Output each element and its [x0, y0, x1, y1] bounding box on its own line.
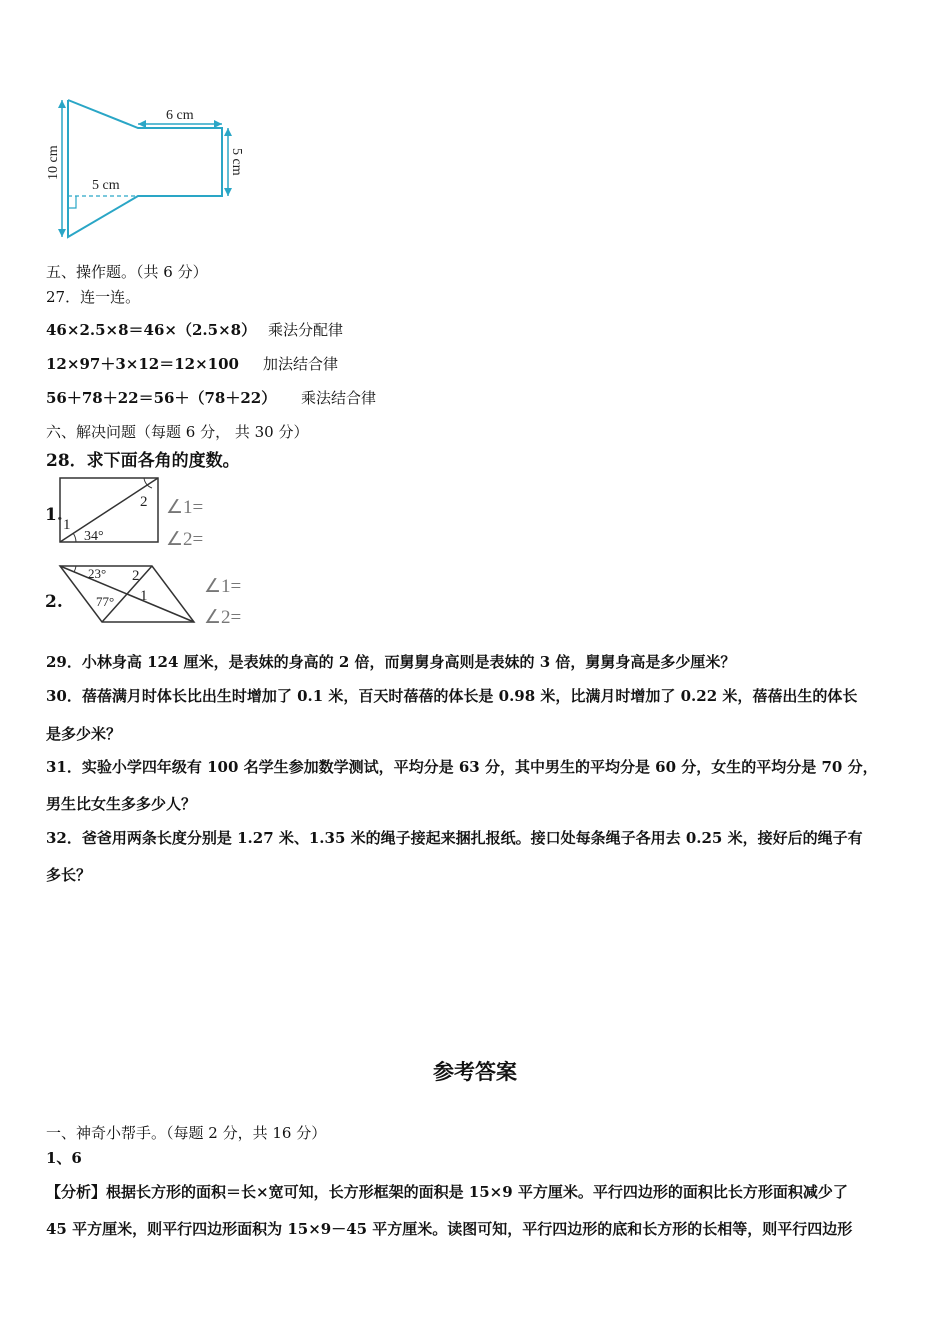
label-top: 6 cm: [166, 108, 194, 123]
rectangle-angle-figure: [56, 474, 164, 546]
figure1-number: 1.: [45, 505, 63, 525]
label-left: 10 cm: [46, 145, 61, 180]
analysis-line2: 45 平方厘米，则平行四边形面积为 15×9－45 平方厘米。读图可知，平行四边形的底和长方形的长相等，则平行四边形: [46, 1220, 853, 1238]
expr-row-1: 46×2.5×8＝46×（2.5×8）: [46, 321, 257, 339]
question-32-line1: 32．爸爸用两条长度分别是 1.27 米、1.35 米的绳子接起来捆扎报纸。接口处每条绳子各用去 0.25 米，接好后的绳子有: [46, 829, 863, 847]
law-row-2: 加法结合律: [263, 355, 339, 373]
fig2-angle2-label: 2: [132, 568, 140, 584]
label-mid: 5 cm: [92, 178, 120, 193]
right-angle-mark: [68, 196, 76, 208]
angle-34-label: 34°: [84, 529, 104, 544]
answer-1: 1、6: [46, 1149, 82, 1167]
fig2-angle1-label: 1: [140, 588, 148, 604]
section5-heading: 五、操作题。（共 6 分）: [46, 263, 208, 281]
parallelogram-angle-figure: [56, 562, 198, 626]
question-29: 29．小林身高 124 厘米，是表妹的身高的 2 倍，而舅舅身高则是表妹的 3 倍，舅舅身高是多少厘米？: [46, 653, 736, 671]
question-32-line2: 多长？: [46, 866, 92, 884]
fig2-answer-1: ∠1=: [204, 576, 242, 597]
expr-row-2: 12×97＋3×12＝12×100: [46, 355, 239, 373]
question-27: 27．连一连。: [46, 288, 141, 306]
question-30-line2: 是多少米？: [46, 725, 122, 743]
section6-heading: 六、解决问题（每题 6 分， 共 30 分）: [46, 423, 309, 441]
angle-77-label: 77°: [96, 594, 115, 609]
figure2-number: 2.: [45, 592, 63, 612]
expr-row-3: 56＋78＋22＝56＋（78＋22）: [46, 389, 277, 407]
question-28: 28．求下面各角的度数。: [46, 451, 240, 471]
angle-23-label: 23°: [88, 566, 107, 581]
answers-title: 参考答案: [433, 1060, 517, 1084]
question-31-line1: 31．实验小学四年级有 100 名学生参加数学测试，平均分是 63 分，其中男生的平均分是 60 分，女生的平均分是 70 分，: [46, 758, 878, 776]
law-row-3: 乘法结合律: [301, 389, 377, 407]
analysis-line1: 【分析】根据长方形的面积＝长×宽可知，长方形框架的面积是 15×9 平方厘米。平行四边形的面积比长方形面积减少了: [46, 1183, 848, 1201]
question-30-line1: 30．蓓蓓满月时体长比出生时增加了 0.1 米，百天时蓓蓓的体长是 0.98 米，比满月时增加了 0.22 米，蓓蓓出生的体长: [46, 687, 858, 705]
fig1-answer-1: ∠1=: [166, 497, 204, 518]
angle1-label: 1: [63, 517, 71, 533]
label-right: 5 cm: [229, 148, 244, 176]
question-31-line2: 男生比女生多多少人？: [46, 795, 197, 813]
composite-shape-figure: [40, 92, 260, 244]
fig2-answer-2: ∠2=: [204, 607, 242, 628]
law-row-1: 乘法分配律: [268, 321, 344, 339]
angle2-label: 2: [140, 494, 148, 510]
answers-heading-1: 一、神奇小帮手。（每题 2 分，共 16 分）: [46, 1124, 327, 1142]
fig1-answer-2: ∠2=: [166, 529, 204, 550]
